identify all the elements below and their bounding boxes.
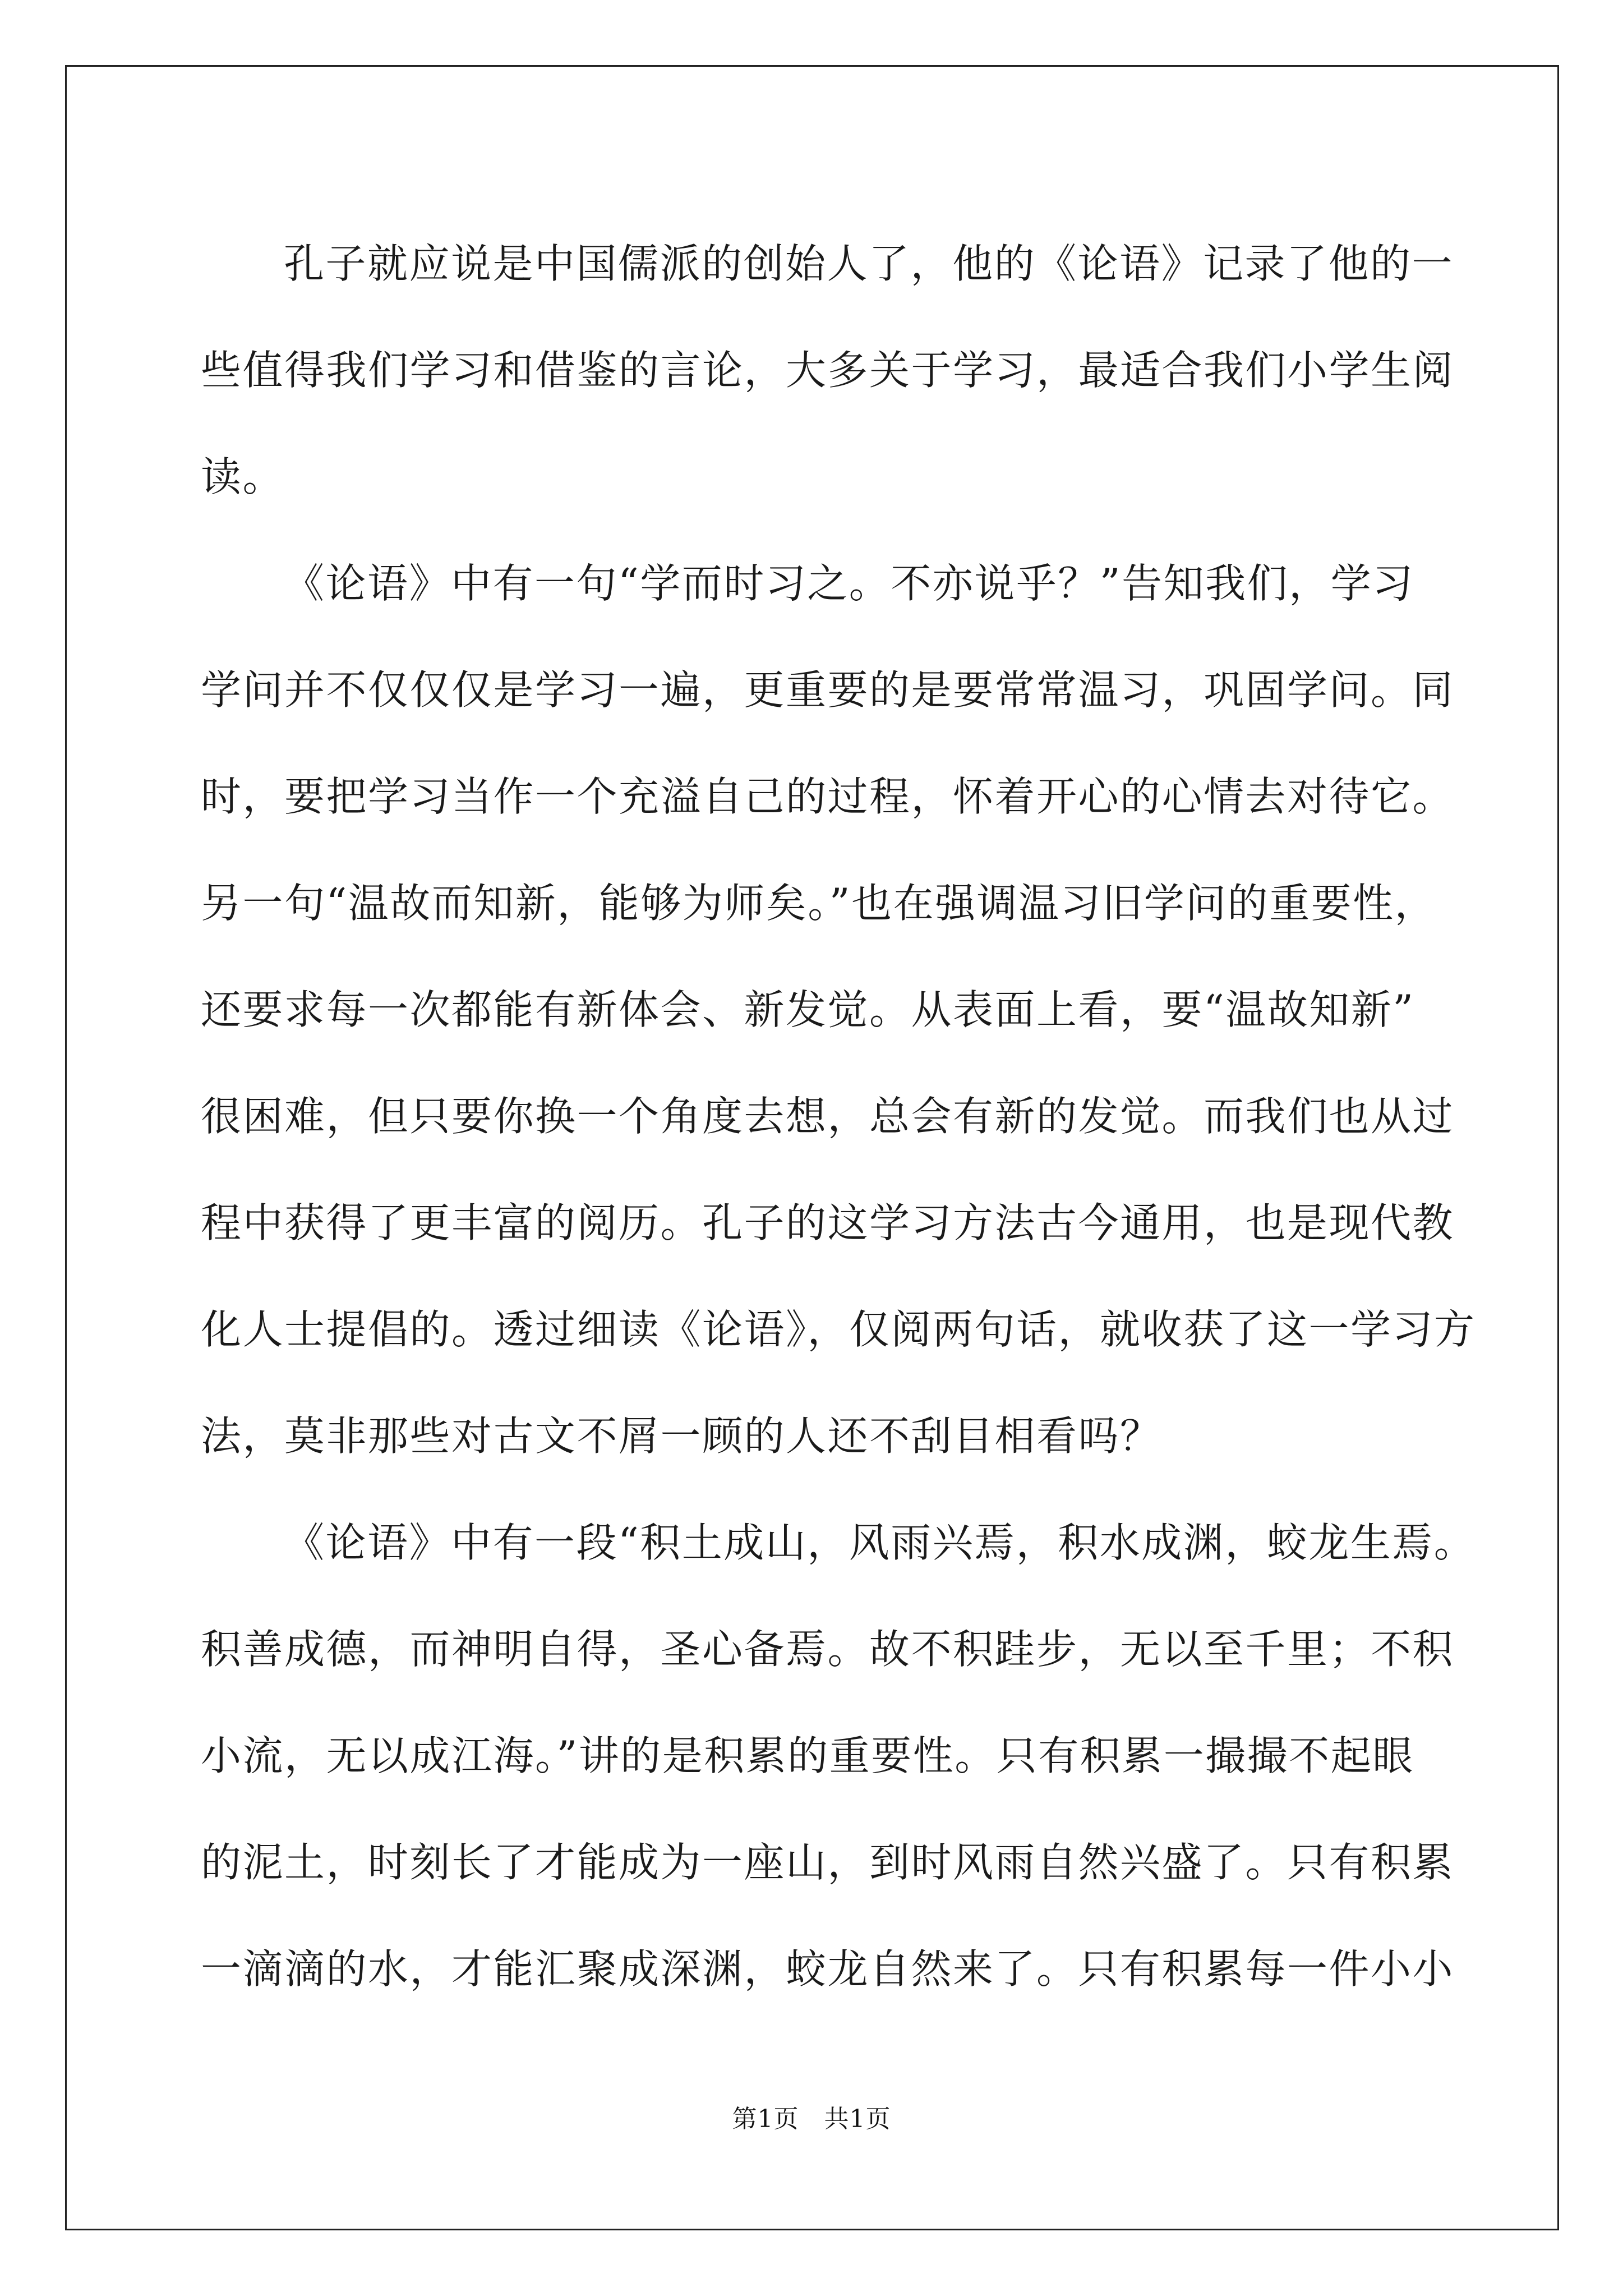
text-line: 的泥土，时刻长了才能成为一座山，到时风雨自然兴盛了。只有积累 — [201, 1839, 1455, 1886]
text-line: 小流，无以成江海。”讲的是积累的重要性。只有积累一撮撮不起眼 — [201, 1732, 1414, 1779]
text-line-paragraph-3-start: 《论语》中有一段“积土成山，风雨兴焉，积水成渊，蛟龙生焉。 — [284, 1519, 1476, 1566]
document-body — [201, 210, 1476, 2022]
text-line: 很困难，但只要你换一个角度去想，总会有新的发觉。而我们也从过 — [201, 1093, 1455, 1140]
text-line: 读。 — [201, 453, 285, 500]
text-line: 一滴滴的水，才能汇聚成深渊，蛟龙自然来了。只有积累每一件小小 — [201, 1945, 1455, 1993]
text-line: 时，要把学习当作一个充溢自己的过程，怀着开心的心情去对待它。 — [201, 773, 1455, 820]
text-line: 些值得我们学习和借鉴的言论，大多关于学习，最适合我们小学生阅 — [201, 347, 1455, 394]
page-number-footer: 第1页 共1页 — [732, 2105, 891, 2133]
text-line: 化人士提倡的。透过细读《论语》，仅阅两句话，就收获了这一学习方 — [201, 1306, 1476, 1353]
text-line: 程中获得了更丰富的阅历。孔子的这学习方法古今通用，也是现代教 — [201, 1199, 1455, 1246]
text-line: 法，莫非那些对古文不屑一顾的人还不刮目相看吗？ — [201, 1412, 1162, 1460]
text-line: 还要求每一次都能有新体会、新发觉。从表面上看，要“温故知新” — [201, 986, 1415, 1033]
text-line-paragraph-2-start: 《论语》中有一句“学而时习之。不亦说乎？”告知我们，学习 — [284, 560, 1414, 607]
text-line: 积善成德，而神明自得，圣心备焉。故不积跬步，无以至千里；不积 — [201, 1626, 1455, 1673]
text-line: 学问并不仅仅仅是学习一遍，更重要的是要常常温习，巩固学问。同 — [201, 666, 1455, 714]
text-line: 另一句“温故而知新，能够为师矣。”也在强调温习旧学问的重要性， — [201, 880, 1437, 927]
text-line-paragraph-1-start: 孔子就应说是中国儒派的创始人了，他的《论语》记录了他的一 — [284, 240, 1454, 287]
